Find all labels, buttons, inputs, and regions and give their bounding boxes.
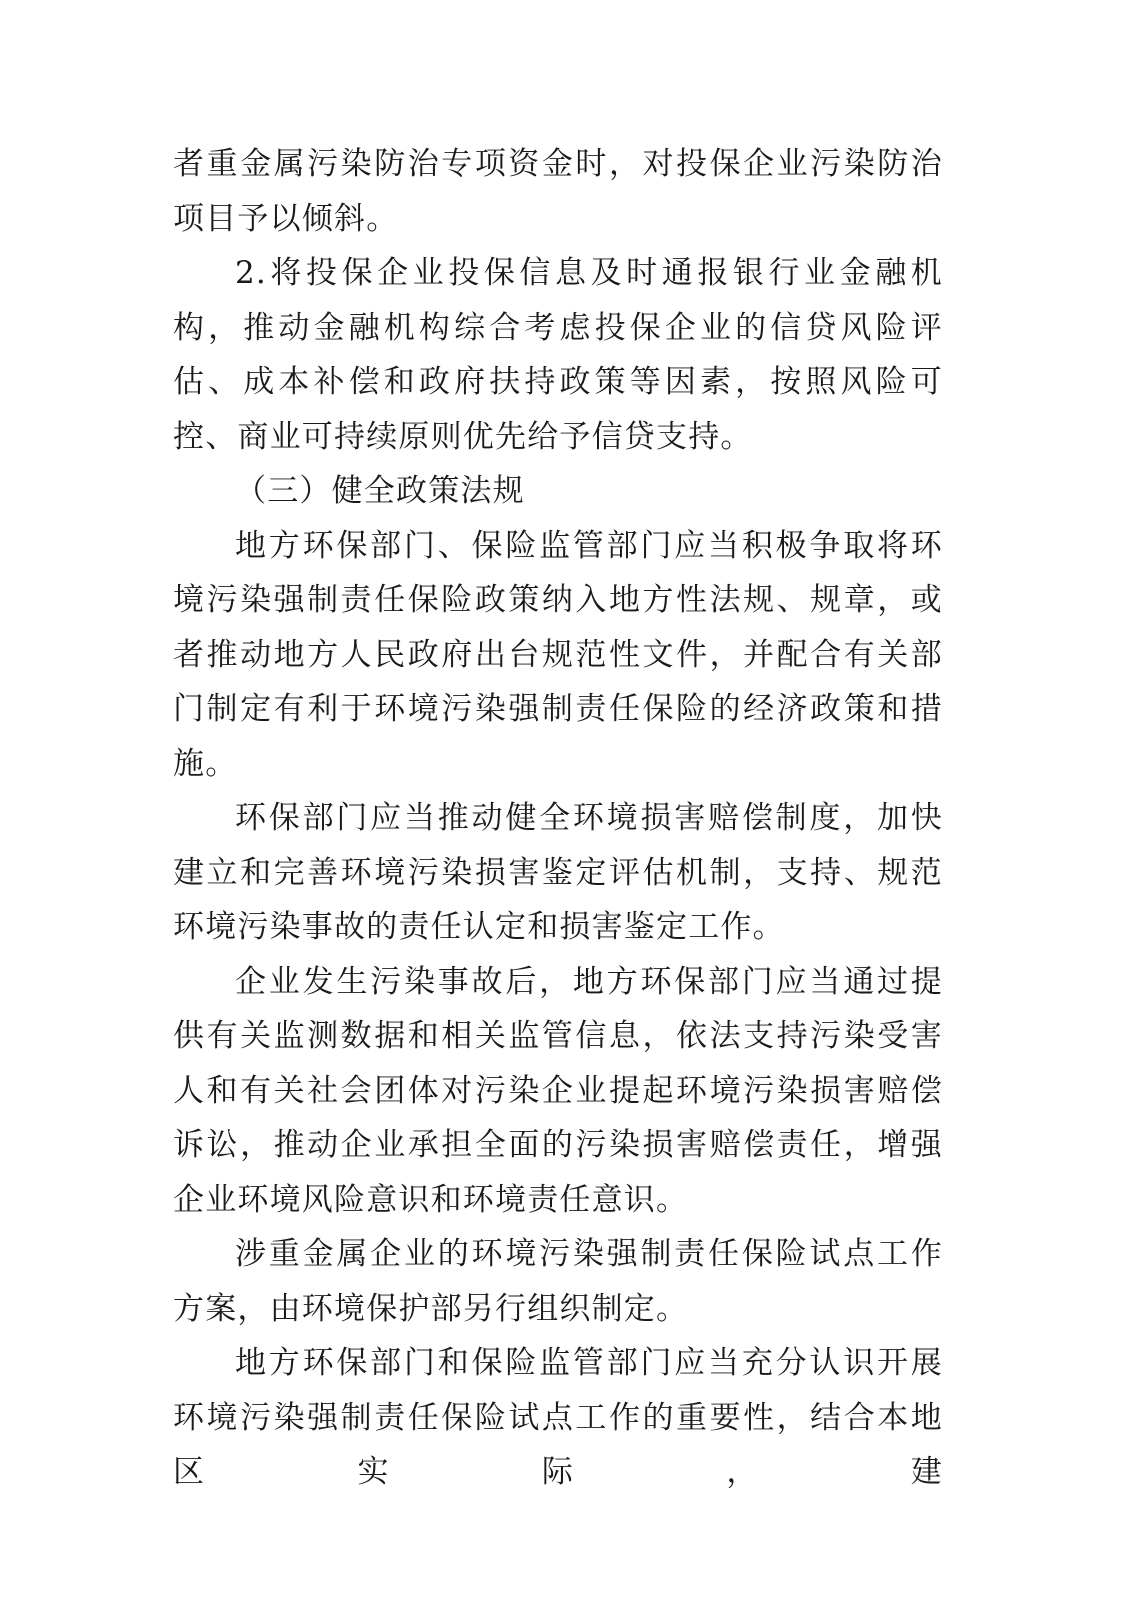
paragraph-item-2: 2.将投保企业投保信息及时通报银行业金融机构，推动金融机构综合考虑投保企业的信贷风险评估、成本补偿和政府扶持政策等因素，按照风险可控、商业可持续原则优先给予信贷支持。 [173,255,943,455]
paragraph-compensation-system: 环保部门应当推动健全环境损害赔偿制度，加快建立和完善环境污染损害鉴定评估机制，支持、规范环境污染事故的责任认定和损害鉴定工作。 [173,800,943,945]
document-page [173,137,943,1500]
paragraph-heavy-metal: 涉重金属企业的环境污染强制责任保险试点工作方案，由环境保护部另行组织制定。 [173,1236,943,1327]
paragraph-pilot-work: 地方环保部门和保险监管部门应当充分认识开展环境污染强制责任保险试点工作的重要性，结合本地区实际，建 [173,1345,943,1490]
paragraph-pollution-accident: 企业发生污染事故后，地方环保部门应当通过提供有关监测数据和相关监管信息，依法支持污染受害人和有关社会团体对污染企业提起环境污染损害赔偿诉讼，推动企业承担全面的污染损害赔偿责任，增强企业环境风险意识和环境责任意识。 [173,963,943,1218]
section-heading: （三）健全政策法规 [235,473,525,509]
paragraph-policy: 地方环保部门、保险监管部门应当积极争取将环境污染强制责任保险政策纳入地方性法规、规章，或者推动地方人民政府出台规范性文件，并配合有关部门制定有利于环境污染强制责任保险的经济政策和措施。 [173,527,943,782]
paragraph-continuation: 者重金属污染防治专项资金时，对投保企业污染防治项目予以倾斜。 [173,146,943,237]
